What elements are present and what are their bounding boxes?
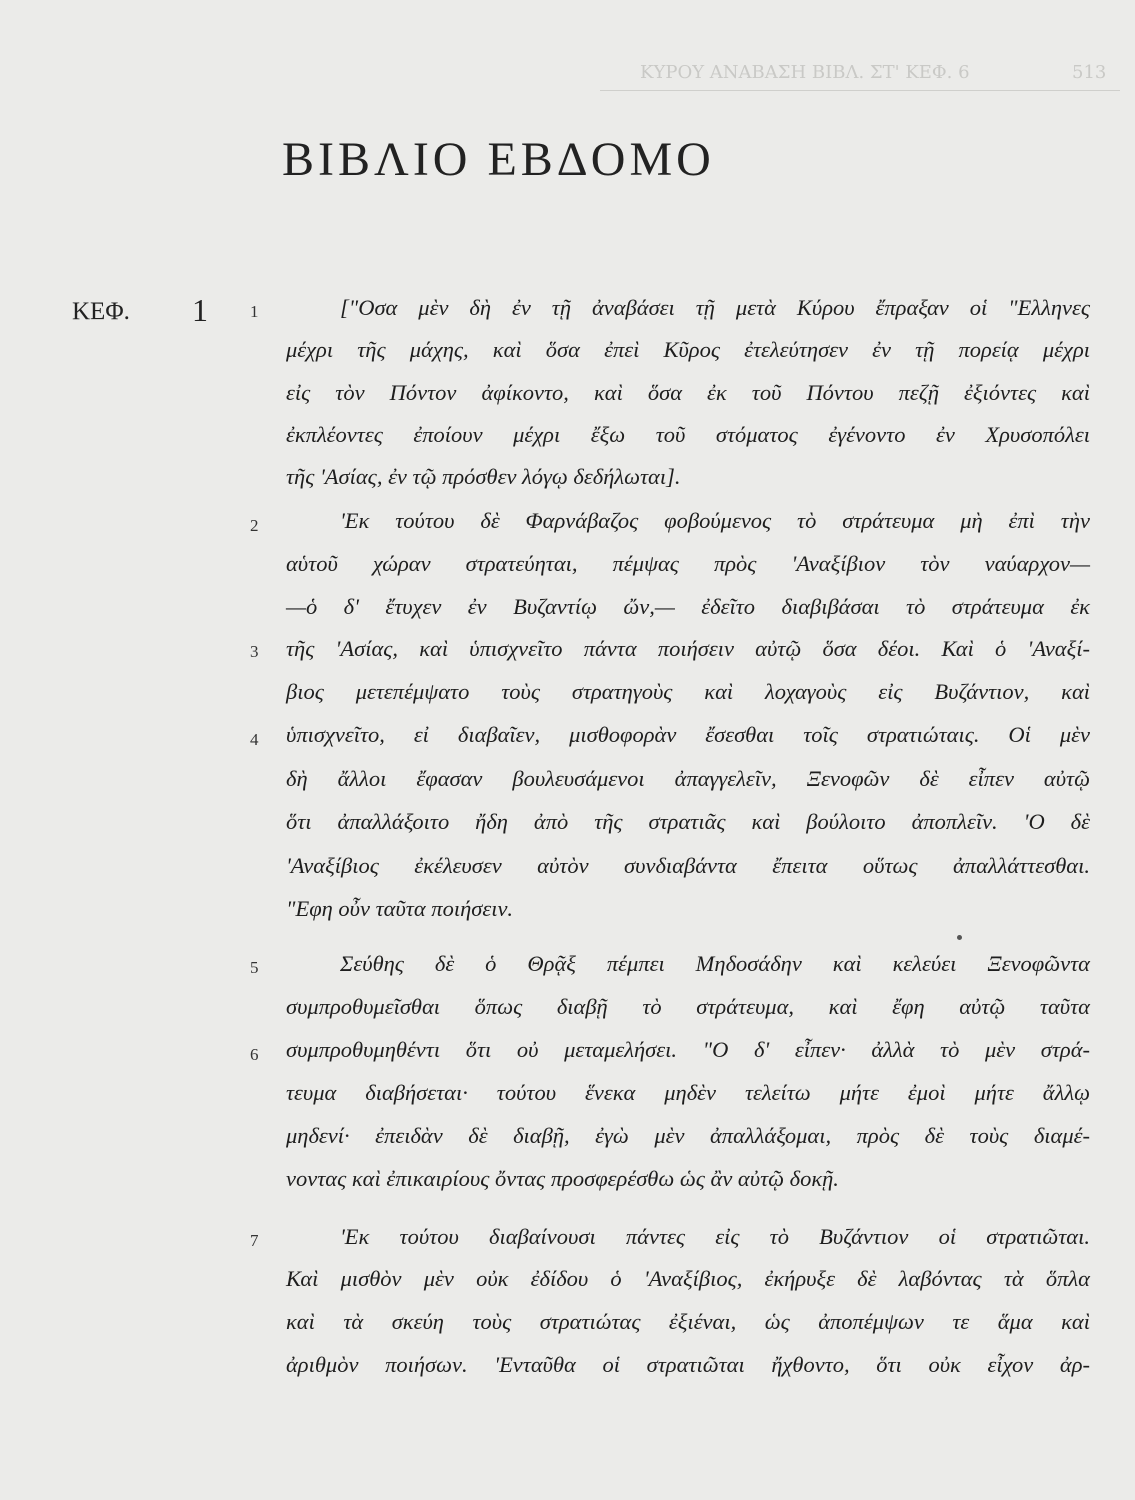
- text-line: τῆς 'Ασίας, ἐν τῷ πρόσθεν λόγῳ δεδήλωται].: [286, 464, 681, 489]
- chapter-number: 1: [192, 292, 208, 328]
- text-line: 'Αναξίβιος ἐκέλευσεν αὐτὸν συνδιαβάντα ἔπειτα οὕτως ἀπαλλάττεσθαι.: [286, 853, 1090, 878]
- text-line: Καὶ μισθὸν μὲν οὐκ ἐδίδου ὁ 'Αναξίβιος, ἐκήρυξε δὲ λαβόντας τὰ ὅπλα: [286, 1266, 1090, 1291]
- text-line: μέχρι τῆς μάχης, καὶ ὅσα ἐπεὶ Κῦρος ἐτελεύτησεν ἐν τῇ πορείᾳ μέχρι: [286, 337, 1090, 362]
- verse-number-2: 2: [250, 516, 259, 535]
- verse-number-1: 1: [250, 302, 259, 321]
- verse-number-3: 3: [250, 642, 259, 661]
- text-line: "Εφη οὖν ταῦτα ποιήσειν.: [286, 896, 514, 921]
- text-line: συμπροθυμηθέντι ὅτι οὐ μεταμελήσει. "Ο δ' εἶπεν· ἀλλὰ τὸ μὲν στρά-: [286, 1037, 1090, 1062]
- text-line: αὑτοῦ χώραν στρατεύηται, πέμψας πρὸς 'Αναξίβιον τὸν ναύαρχον—: [286, 551, 1090, 576]
- verse-number-7: 7: [250, 1231, 259, 1250]
- text-line: Σεύθης δὲ ὁ Θρᾷξ πέμπει Μηδοσάδην καὶ κελεύει Ξενοφῶντα: [340, 951, 1090, 976]
- text-line: —ὁ δ' ἔτυχεν ἐν Βυζαντίῳ ὤν,— ἐδεῖτο διαβιβάσαι τὸ στράτευμα ἐκ: [286, 594, 1090, 619]
- text-line: μηδενί· ἐπειδὰν δὲ διαβῇ, ἐγὼ μὲν ἀπαλλάξομαι, πρὸς δὲ τοὺς διαμέ-: [286, 1123, 1090, 1148]
- text-line: καὶ τὰ σκεύη τοὺς στρατιώτας ἐξιέναι, ὡς ἀποπέμψων τε ἅμα καὶ: [286, 1309, 1090, 1334]
- text-line: εἰς τὸν Πόντον ἀφίκοντο, καὶ ὅσα ἐκ τοῦ Πόντου πεζῇ ἐξιόντες καὶ: [286, 380, 1090, 405]
- chapter-label: ΚΕΦ.: [72, 298, 130, 325]
- text-line: ["Οσα μὲν δὴ ἐν τῇ ἀναβάσει τῇ μετὰ Κύρου ἔπραξαν οἱ "Ελληνες: [340, 295, 1090, 320]
- text-line: ὅτι ἀπαλλάξοιτο ἤδη ἀπὸ τῆς στρατιᾶς καὶ βούλοιτο ἀποπλεῖν. 'Ο δὲ: [286, 809, 1090, 834]
- book-title: ΒΙΒΛΙΟ ΕΒΔΟΜΟ: [282, 133, 715, 186]
- text-line: 'Εκ τούτου διαβαίνουσι πάντες εἰς τὸ Βυζάντιον οἱ στρατιῶται.: [340, 1224, 1090, 1249]
- text-line: τῆς 'Ασίας, καὶ ὑπισχνεῖτο πάντα ποιήσειν αὐτῷ ὅσα δέοι. Καὶ ὁ 'Αναξί-: [286, 636, 1090, 661]
- text-line: ἐκπλέοντες ἐποίουν μέχρι ἔξω τοῦ στόματος ἐγένοντο ἐν Χρυσοπόλει: [286, 422, 1090, 447]
- text-line: δὴ ἄλλοι ἔφασαν βουλευσάμενοι ἀπαγγελεῖν, Ξενοφῶν δὲ εἶπεν αὐτῷ: [286, 766, 1090, 791]
- text-line: βιος μετεπέμψατο τοὺς στρατηγοὺς καὶ λοχαγοὺς εἰς Βυζάντιον, καὶ: [286, 679, 1090, 704]
- text-line: ἀριθμὸν ποιήσων. 'Ενταῦθα οἱ στρατιῶται ἤχθοντο, ὅτι οὐκ εἶχον ἀρ-: [286, 1352, 1090, 1377]
- verse-number-6: 6: [250, 1045, 259, 1064]
- bleed-through-page-number: 513: [1072, 62, 1107, 83]
- ink-speck: [957, 935, 962, 940]
- verse-number-4: 4: [250, 730, 259, 749]
- text-line: τευμα διαβήσεται· τούτου ἕνεκα μηδὲν τελείτω μήτε ἐμοὶ μήτε ἄλλῳ: [286, 1080, 1090, 1105]
- verse-number-5: 5: [250, 958, 259, 977]
- text-line: συμπροθυμεῖσθαι ὅπως διαβῇ τὸ στράτευμα, καὶ ἔφη αὐτῷ ταῦτα: [286, 994, 1090, 1019]
- text-line: ὑπισχνεῖτο, εἰ διαβαῖεν, μισθοφορὰν ἔσεσθαι τοῖς στρατιώταις. Οἱ μὲν: [286, 722, 1090, 747]
- text-line: νοντας καὶ ἐπικαιρίους ὄντας προσφερέσθω ὡς ἂν αὐτῷ δοκῇ.: [286, 1166, 839, 1191]
- text-line: 'Εκ τούτου δὲ Φαρνάβαζος φοβούμενος τὸ στράτευμα μὴ ἐπὶ τὴν: [340, 508, 1090, 533]
- bleed-through-header: ΚΥΡΟΥ ΑΝΑΒΑΣΗ ΒΙΒΛ. ΣΤ' ΚΕΦ. 6: [640, 62, 970, 83]
